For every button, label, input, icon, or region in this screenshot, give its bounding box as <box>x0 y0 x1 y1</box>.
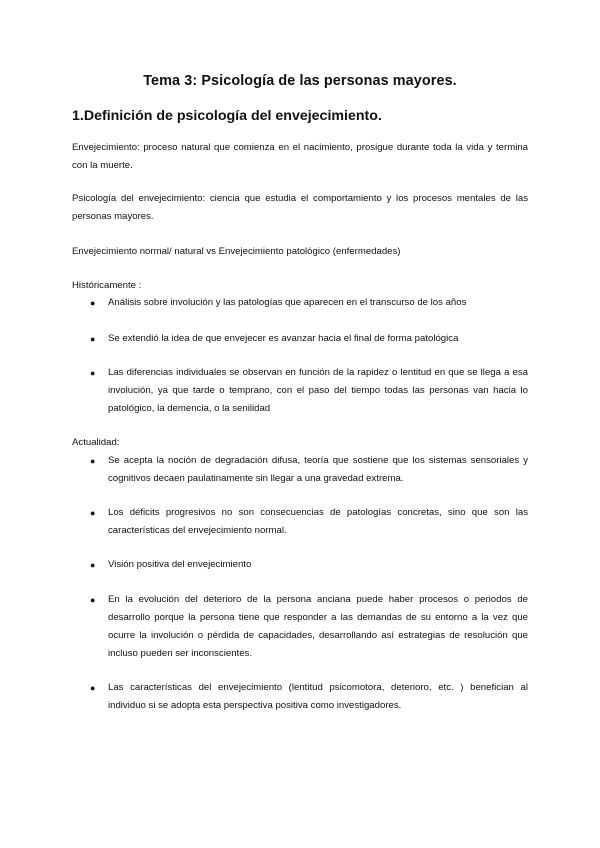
list-item-text: Se extendió la idea de que envejecer es avanzar hacia el final de forma patológica <box>108 333 459 344</box>
list-item-text: Las características del envejecimiento (lentitud psicomotora, deterioro, etc. ) benefician al individuo si se adopta esta perspectiva positiva como investigadores. <box>108 682 528 711</box>
list-item <box>90 504 528 540</box>
section-heading: 1.Definición de psicología del envejecimiento. <box>72 108 382 124</box>
bullet-icon: ● <box>90 683 96 693</box>
list-item-text: Los déficits progresivos no son consecuencias de patologías concretas, sino que son las características del envejecimiento normal. <box>108 507 528 536</box>
bullet-icon: ● <box>90 456 96 466</box>
bullet-icon: ● <box>90 560 96 570</box>
bullet-icon: ● <box>90 368 96 378</box>
list-item-text: Se acepta la noción de degradación difusa, teoría que sostiene que los sistemas sensoriales y cognitivos decaen paulatinamente sin llegar a una gravedad extrema. <box>108 455 528 484</box>
bullet-icon: ● <box>90 298 96 308</box>
paragraph-psicologia-definition: Psicología del envejecimiento: ciencia que estudia el comportamiento y los procesos mentales de las personas mayores. <box>72 193 528 222</box>
list-item-text: Las diferencias individuales se observan en función de la rapidez o lentitud en que se llega a esa involución, ya que tarde o temprano, con el paso del tiempo todas las personas van hacia lo patológico, la demencia, o la senilidad <box>108 367 528 414</box>
bullet-icon: ● <box>90 334 96 344</box>
list-item <box>90 452 528 488</box>
document-title: Tema 3: Psicología de las personas mayores. <box>143 73 457 89</box>
list-item <box>90 330 528 348</box>
list-item <box>90 294 528 312</box>
list-item <box>90 364 528 418</box>
paragraph-envejecimiento-definition: Envejecimiento: proceso natural que comienza en el nacimiento, prosigue durante toda la vida y termina con la muerte. <box>72 142 528 171</box>
list-item-text: Visión positiva del envejecimiento <box>108 559 252 570</box>
paragraph-normal-vs-patologico: Envejecimiento normal/ natural vs Envejecimiento patológico (enfermedades) <box>72 246 401 257</box>
list-item-text: Análisis sobre involución y las patologías que aparecen en el transcurso de los años <box>108 297 467 308</box>
label-actualidad: Actualidad: <box>72 437 120 448</box>
bullet-icon: ● <box>90 508 96 518</box>
list-item <box>90 679 528 715</box>
list-item <box>90 556 528 574</box>
list-item-text: En la evolución del deterioro de la persona anciana puede haber procesos o periodos de desarrollo porque la persona tiene que responder a las demandas de su entorno a la vez que ocurre la involución o pérdida de capacidades, desarrollando así estrategias de resolución que incluso pueden ser inconscientes. <box>108 594 528 659</box>
list-item <box>90 591 528 663</box>
label-historicamente: Históricamente : <box>72 280 142 291</box>
bullet-icon: ● <box>90 595 96 605</box>
